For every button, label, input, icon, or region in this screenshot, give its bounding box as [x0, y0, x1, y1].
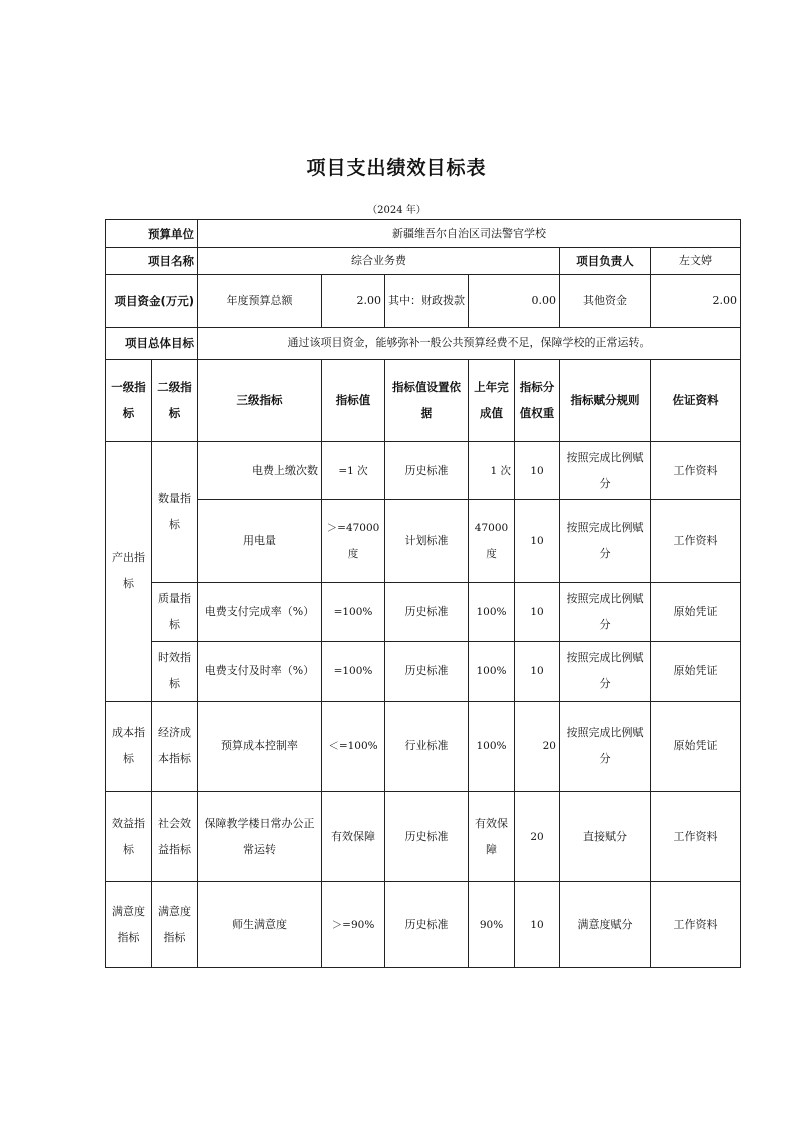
annual-budget-label: 年度预算总额	[198, 275, 322, 327]
col-value: 指标值	[322, 359, 385, 441]
group-satisfaction-sub: 满意度指标	[152, 882, 198, 968]
indicator-weight: 10	[515, 442, 560, 500]
table-row	[106, 442, 741, 500]
indicator-weight: 20	[515, 791, 560, 881]
goal-label: 项目总体目标	[106, 327, 198, 359]
indicator-last: 100%	[469, 701, 515, 791]
indicator-value: ＞=47000度	[322, 500, 385, 582]
indicator-basis: 行业标准	[385, 701, 469, 791]
group-social-benefit: 社会效益指标	[152, 791, 198, 881]
indicator-evidence: 工作资料	[651, 442, 741, 500]
indicator-weight: 10	[515, 642, 560, 701]
table-row	[106, 701, 741, 791]
group-economic-cost: 经济成本指标	[152, 701, 198, 791]
indicator-value: ＜=100%	[322, 701, 385, 791]
indicator-basis: 历史标准	[385, 582, 469, 641]
unit-value: 新疆维吾尔自治区司法警官学校	[198, 220, 741, 248]
group-timeliness: 时效指标	[152, 642, 198, 701]
indicator-weight: 10	[515, 582, 560, 641]
col-level2: 二级指标	[152, 359, 198, 441]
other-value: 2.00	[651, 275, 741, 327]
indicator-last: 90%	[469, 882, 515, 968]
indicator-name: 保障教学楼日常办公正常运转	[198, 791, 322, 881]
col-weight: 指标分值权重	[515, 359, 560, 441]
year-label: （2024 年）	[367, 205, 426, 216]
other-label: 其他资金	[560, 275, 651, 327]
indicator-rule: 按照完成比例赋分	[560, 642, 651, 701]
indicator-basis: 历史标准	[385, 882, 469, 968]
performance-table	[105, 219, 741, 968]
indicator-last: 100%	[469, 642, 515, 701]
leader-label: 项目负责人	[560, 248, 651, 275]
project-name-value: 综合业务费	[198, 248, 560, 275]
row-project-name	[106, 248, 741, 275]
table-row	[106, 882, 741, 968]
fiscal-label: 其中：财政拨款	[385, 275, 469, 327]
indicator-name: 预算成本控制率	[198, 701, 322, 791]
row-goal	[106, 327, 741, 359]
table-row	[106, 582, 741, 641]
indicator-evidence: 工作资料	[651, 791, 741, 881]
indicator-name: 电费支付及时率（%）	[198, 642, 322, 701]
group-satisfaction: 满意度指标	[106, 882, 152, 968]
indicator-name: 师生满意度	[198, 882, 322, 968]
goal-value: 通过该项目资金，能够弥补一般公共预算经费不足，保障学校的正常运转。	[198, 327, 741, 359]
indicator-name: 电费支付完成率（%）	[198, 582, 322, 641]
indicator-basis: 计划标准	[385, 500, 469, 582]
indicator-name: 用电量	[198, 500, 322, 582]
indicator-rule: 直接赋分	[560, 791, 651, 881]
table-row	[106, 642, 741, 701]
indicator-last: 100%	[469, 582, 515, 641]
indicator-evidence: 工作资料	[651, 500, 741, 582]
row-unit	[106, 220, 741, 248]
indicator-value: =1 次	[322, 442, 385, 500]
indicator-basis: 历史标准	[385, 791, 469, 881]
col-level1: 一级指标	[106, 359, 152, 441]
indicator-last: 有效保障	[469, 791, 515, 881]
indicator-rule: 按照完成比例赋分	[560, 701, 651, 791]
indicator-basis: 历史标准	[385, 442, 469, 500]
col-last-year: 上年完成值	[469, 359, 515, 441]
indicator-weight: 10	[515, 500, 560, 582]
indicator-value: 有效保障	[322, 791, 385, 881]
indicator-name: 电费上缴次数	[198, 442, 322, 500]
indicator-last: 1 次	[469, 442, 515, 500]
leader-value: 左文婷	[651, 248, 741, 275]
col-evidence: 佐证资料	[651, 359, 741, 441]
group-quality: 质量指标	[152, 582, 198, 641]
fund-label: 项目资金(万元)	[106, 275, 198, 327]
indicator-evidence: 工作资料	[651, 882, 741, 968]
table-row	[106, 500, 741, 582]
unit-label: 预算单位	[106, 220, 198, 248]
fiscal-value: 0.00	[469, 275, 560, 327]
indicator-value: =100%	[322, 642, 385, 701]
indicator-basis: 历史标准	[385, 642, 469, 701]
col-level3: 三级指标	[198, 359, 322, 441]
indicator-rule: 满意度赋分	[560, 882, 651, 968]
indicator-rule: 按照完成比例赋分	[560, 442, 651, 500]
indicator-evidence: 原始凭证	[651, 642, 741, 701]
header-row	[106, 359, 741, 441]
indicator-weight: 20	[515, 701, 560, 791]
indicator-rule: 按照完成比例赋分	[560, 500, 651, 582]
group-cost: 成本指标	[106, 701, 152, 791]
group-quantity: 数量指标	[152, 442, 198, 583]
indicator-evidence: 原始凭证	[651, 582, 741, 641]
group-output: 产出指标	[106, 442, 152, 701]
col-rule: 指标赋分规则	[560, 359, 651, 441]
indicator-value: =100%	[322, 582, 385, 641]
row-funds	[106, 275, 741, 327]
annual-budget-value: 2.00	[322, 275, 385, 327]
indicator-last: 47000度	[469, 500, 515, 582]
indicator-weight: 10	[515, 882, 560, 968]
project-name-label: 项目名称	[106, 248, 198, 275]
indicator-rule: 按照完成比例赋分	[560, 582, 651, 641]
page-title: 项目支出绩效目标表	[306, 157, 487, 179]
indicator-value: ＞=90%	[322, 882, 385, 968]
col-basis: 指标值设置依据	[385, 359, 469, 441]
indicator-evidence: 原始凭证	[651, 701, 741, 791]
group-benefit: 效益指标	[106, 791, 152, 881]
table-row	[106, 791, 741, 881]
